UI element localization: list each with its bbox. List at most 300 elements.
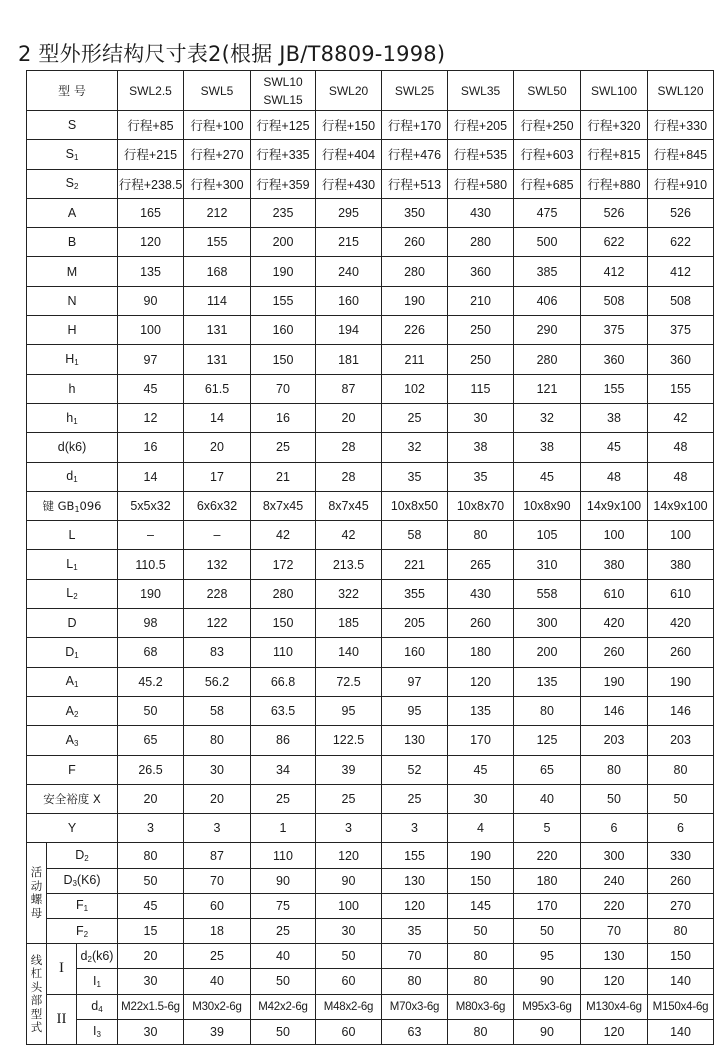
value-cell: 150 [251,345,316,374]
value-cell: 5x5x32 [118,491,184,520]
value-cell: 90 [514,969,581,994]
row-label-base: F [75,898,84,913]
value-cell: 165 [118,198,184,227]
value-cell: 190 [648,667,714,696]
row-label-base: L [66,586,74,601]
value-cell: 360 [648,345,714,374]
value-cell: 213.5 [316,550,382,579]
value-cell: 42 [316,521,382,550]
value-cell: 250 [448,316,514,345]
value-cell: 508 [648,286,714,315]
value-cell: 610 [648,579,714,608]
value-cell: 70 [581,918,648,943]
value-cell: 39 [316,755,382,784]
model-name: SWL10 [263,74,303,89]
value-cell: 行程+430 [316,169,382,198]
value-cell: 310 [514,550,581,579]
value-cell: 6x6x32 [184,491,251,520]
table-row [27,609,714,638]
value-cell: 50 [251,1019,316,1044]
value-cell: 190 [581,667,648,696]
table-row [27,228,714,257]
row-label-subscript: 1 [74,650,79,660]
row-label-cell [27,257,118,286]
value-cell: 190 [448,843,514,868]
value-cell: 72.5 [316,667,382,696]
value-cell: 260 [382,228,448,257]
value-cell: 115 [448,374,514,403]
value-cell: 170 [448,726,514,755]
value-cell: 行程+359 [251,169,316,198]
value-cell: 行程+330 [648,111,714,140]
value-cell: 100 [118,316,184,345]
row-label-base: S [65,146,74,161]
value-cell: 48 [648,462,714,491]
value-cell: 48 [648,433,714,462]
value-cell: 3 [316,814,382,843]
table-row [27,169,714,198]
screw-row [27,1019,714,1044]
row-label-base: D [75,848,85,863]
screw-row [27,969,714,994]
row-label-base: S [65,176,74,191]
model-name: SWL20 [328,83,369,98]
value-cell: 行程+238.5 [118,169,184,198]
screw-row [27,944,714,969]
nut-row [27,893,714,918]
value-cell: 110 [251,638,316,667]
value-cell: 25 [382,403,448,432]
value-cell: 300 [581,843,648,868]
screw-type-label: II [47,994,77,1044]
group-label-char: 螺 [30,892,43,907]
value-cell: 260 [448,609,514,638]
value-cell: 18 [184,918,251,943]
group-label-char: 活 [30,865,43,880]
row-label-base: I [93,1024,97,1039]
value-cell: 120 [118,228,184,257]
value-cell: 355 [382,579,448,608]
model-header-cell [448,71,514,111]
table-row [27,667,714,696]
value-cell: 100 [648,521,714,550]
value-cell: 131 [184,345,251,374]
value-cell: 30 [448,784,514,813]
value-cell: M30x2-6g [184,994,251,1019]
value-cell: 330 [648,843,714,868]
value-cell: 80 [581,755,648,784]
row-label-cell [27,667,118,696]
row-label-subscript: 2 [73,592,78,602]
value-cell: 42 [251,521,316,550]
value-cell: 155 [251,286,316,315]
value-cell: 87 [184,843,251,868]
value-cell: 16 [251,403,316,432]
value-cell: 110 [251,843,316,868]
value-cell: 180 [448,638,514,667]
value-cell: 52 [382,755,448,784]
row-label-base: h [68,381,76,396]
row-label-subscript: 1 [74,505,80,514]
value-cell: M80x3-6g [448,994,514,1019]
group-label-char: 线 [30,952,43,967]
value-cell: 25 [251,433,316,462]
value-cell: 25 [251,918,316,943]
table-row [27,286,714,315]
value-cell: 203 [648,726,714,755]
value-cell: 420 [648,609,714,638]
model-name: SWL5 [200,83,234,98]
value-cell: 行程+250 [514,111,581,140]
value-cell: 622 [648,228,714,257]
row-label-cell [27,521,118,550]
row-label-subscript: 2 [73,709,79,719]
group-label-char: 型 [30,1006,43,1021]
table-row [27,579,714,608]
value-cell: 380 [581,550,648,579]
value-cell: 155 [184,228,251,257]
row-label-cell [27,403,118,432]
value-cell: 140 [316,638,382,667]
value-cell: 270 [648,893,714,918]
value-cell: 行程+100 [184,111,251,140]
value-cell: 150 [448,868,514,893]
row-label-base: I [93,973,97,988]
row-label-base: N [67,293,77,308]
value-cell: 622 [581,228,648,257]
value-cell: 240 [581,868,648,893]
value-cell: 240 [316,257,382,286]
value-cell: 172 [251,550,316,579]
row-label-base: h [66,410,74,425]
value-cell: 90 [316,868,382,893]
value-cell: 122.5 [316,726,382,755]
group-label-char: 部 [30,993,43,1008]
value-cell: 行程+685 [514,169,581,198]
value-cell: 130 [382,726,448,755]
value-cell: 86 [251,726,316,755]
value-cell: 3 [382,814,448,843]
row-label-cell [77,1019,118,1044]
value-cell: 行程+215 [118,140,184,169]
value-cell: 120 [581,1019,648,1044]
value-cell: 20 [118,784,184,813]
row-label-cell [27,550,118,579]
row-label-subscript: 4 [98,1005,103,1015]
value-cell: 210 [448,286,514,315]
value-cell: 20 [118,944,184,969]
model-name: SWL50 [527,83,567,98]
row-label-subscript: 3 [72,879,77,889]
value-cell: 295 [316,198,382,227]
value-cell: 行程+815 [581,140,648,169]
value-cell: 280 [382,257,448,286]
value-cell: 行程+270 [184,140,251,169]
value-cell: 90 [514,1019,581,1044]
value-cell: 280 [251,579,316,608]
value-cell: 50 [448,918,514,943]
value-cell: 130 [581,944,648,969]
value-cell: 228 [184,579,251,608]
value-cell: 35 [448,462,514,491]
row-label-subscript: 1 [83,904,89,914]
row-label-suffix: 096 [79,499,102,513]
value-cell: 80 [514,696,581,725]
value-cell: 100 [316,893,382,918]
value-cell: 14 [118,462,184,491]
value-cell: – [118,521,184,550]
row-label-cell [27,784,118,813]
value-cell: 105 [514,521,581,550]
row-label-cell [77,944,118,969]
row-label-cell [27,579,118,608]
value-cell: 80 [448,969,514,994]
value-cell: 150 [648,944,714,969]
value-cell: 290 [514,316,581,345]
value-cell: 8x7x45 [316,491,382,520]
row-label-cell [27,345,118,374]
row-label-base: M [66,264,78,279]
value-cell: 135 [448,696,514,725]
group-label-char: 式 [30,1020,43,1035]
value-cell: 212 [184,198,251,227]
model-header-cell [118,71,184,111]
value-cell: 221 [382,550,448,579]
header-row [27,71,714,111]
value-cell: 50 [118,868,184,893]
value-cell: 32 [382,433,448,462]
value-cell: 38 [581,403,648,432]
row-label-base: A [65,732,74,747]
row-label-base: D [63,873,73,888]
value-cell: 200 [514,638,581,667]
value-cell: 160 [382,638,448,667]
model-header-cell [316,71,382,111]
value-cell: 34 [251,755,316,784]
table-row [27,374,714,403]
row-label-base: F [75,923,84,938]
row-label-cell [27,111,118,140]
value-cell: 140 [648,1019,714,1044]
value-cell: 80 [184,726,251,755]
value-cell: 155 [382,843,448,868]
row-label-cell [27,198,118,227]
value-cell: 60 [316,969,382,994]
value-cell: 14 [184,403,251,432]
value-cell: 45 [118,374,184,403]
row-label-base: A [67,206,77,221]
row-label-cell [27,638,118,667]
value-cell: 35 [382,462,448,491]
value-cell: 17 [184,462,251,491]
value-cell: 40 [184,969,251,994]
value-cell: 250 [448,345,514,374]
row-label-cell [27,316,118,345]
value-cell: M48x2-6g [316,994,382,1019]
row-label-subscript: 1 [73,416,78,426]
value-cell: M130x4-6g [581,994,648,1019]
value-cell: 185 [316,609,382,638]
table-row [27,726,714,755]
row-label-subscript: 3 [96,1030,101,1040]
table-row [27,257,714,286]
value-cell: 412 [581,257,648,286]
value-cell: 110.5 [118,550,184,579]
row-label-subscript: 2 [87,954,92,964]
row-label-base: 键 GB [42,499,75,513]
model-name: SWL15 [263,92,303,107]
value-cell: 95 [514,944,581,969]
value-cell: M95x3-6g [514,994,581,1019]
type-header-cell: 型 号 [27,71,118,111]
value-cell: 28 [316,462,382,491]
value-cell: 500 [514,228,581,257]
row-label-cell [47,868,118,893]
value-cell: 135 [118,257,184,286]
table-row [27,755,714,784]
value-cell: 20 [184,784,251,813]
screw-group-label [27,944,47,1045]
value-cell: 168 [184,257,251,286]
value-cell: 160 [251,316,316,345]
value-cell: 1 [251,814,316,843]
value-cell: 50 [316,944,382,969]
value-cell: 100 [581,521,648,550]
value-cell: 3 [184,814,251,843]
value-cell: 160 [316,286,382,315]
row-label-base: A [65,674,74,689]
value-cell: 26.5 [118,755,184,784]
model-name: SWL100 [590,83,638,98]
value-cell: 75 [251,893,316,918]
value-cell: 130 [382,868,448,893]
value-cell: 行程+535 [448,140,514,169]
model-name: SWL2.5 [129,83,172,98]
value-cell: 200 [251,228,316,257]
value-cell: 190 [118,579,184,608]
row-label-base: S [67,118,77,133]
nut-row [27,843,714,868]
value-cell: 60 [184,893,251,918]
value-cell: 260 [648,868,714,893]
value-cell: 28 [316,433,382,462]
value-cell: 181 [316,345,382,374]
row-label-subscript: 2 [84,854,89,864]
row-label-cell [27,462,118,491]
value-cell: 180 [514,868,581,893]
row-label-cell [77,969,118,994]
value-cell: 350 [382,198,448,227]
table-row [27,814,714,843]
value-cell: 140 [648,969,714,994]
nut-row [27,918,714,943]
model-header-cell [514,71,581,111]
row-label-cell [27,696,118,725]
row-label-cell [27,286,118,315]
value-cell: 190 [382,286,448,315]
table-row [27,550,714,579]
value-cell: 56.2 [184,667,251,696]
value-cell: 30 [118,1019,184,1044]
table-row [27,198,714,227]
table-row [27,462,714,491]
value-cell: 25 [382,784,448,813]
value-cell: 194 [316,316,382,345]
value-cell: 80 [448,521,514,550]
value-cell: 558 [514,579,581,608]
value-cell: 203 [581,726,648,755]
value-cell: 20 [316,403,382,432]
value-cell: 50 [648,784,714,813]
value-cell: 32 [514,403,581,432]
value-cell: 60 [316,1019,382,1044]
value-cell: 70 [251,374,316,403]
screw-type-label: I [47,944,77,994]
value-cell: 430 [448,579,514,608]
table-row [27,696,714,725]
value-cell: 375 [648,316,714,345]
value-cell: 行程+320 [581,111,648,140]
row-label-base: Y [67,821,77,836]
row-label-cell [47,893,118,918]
value-cell: 97 [118,345,184,374]
value-cell: 526 [581,198,648,227]
value-cell: 12 [118,403,184,432]
value-cell: 38 [448,433,514,462]
row-label-cell [27,755,118,784]
value-cell: 80 [448,1019,514,1044]
value-cell: 65 [514,755,581,784]
value-cell: 35 [382,918,448,943]
row-label-suffix: (K6) [76,873,101,888]
value-cell: M22x1.5-6g [118,994,184,1019]
value-cell: 95 [316,696,382,725]
table-row [27,111,714,140]
value-cell: 211 [382,345,448,374]
row-label-base: H [67,323,77,338]
value-cell: 25 [184,944,251,969]
row-label-cell [47,843,118,868]
value-cell: 260 [648,638,714,667]
value-cell: 610 [581,579,648,608]
value-cell: 10x8x90 [514,491,581,520]
row-label-base: d [66,469,74,484]
value-cell: 行程+476 [382,140,448,169]
value-cell: 15 [118,918,184,943]
value-cell: 205 [382,609,448,638]
table-row [27,316,714,345]
value-cell: 20 [184,433,251,462]
value-cell: 420 [581,609,648,638]
value-cell: 375 [581,316,648,345]
row-label-base: A [65,703,74,718]
value-cell: 行程+85 [118,111,184,140]
row-label-subscript: 1 [74,358,79,368]
row-label-base: H [65,352,75,367]
value-cell: 120 [448,667,514,696]
table-row [27,784,714,813]
value-cell: 80 [382,969,448,994]
value-cell: 280 [514,345,581,374]
row-label-suffix: (k6) [91,948,114,963]
value-cell: 63.5 [251,696,316,725]
value-cell: 21 [251,462,316,491]
nut-row [27,868,714,893]
value-cell: 3 [118,814,184,843]
row-label-subscript: 2 [73,182,79,192]
table-row [27,140,714,169]
row-label-cell [27,169,118,198]
